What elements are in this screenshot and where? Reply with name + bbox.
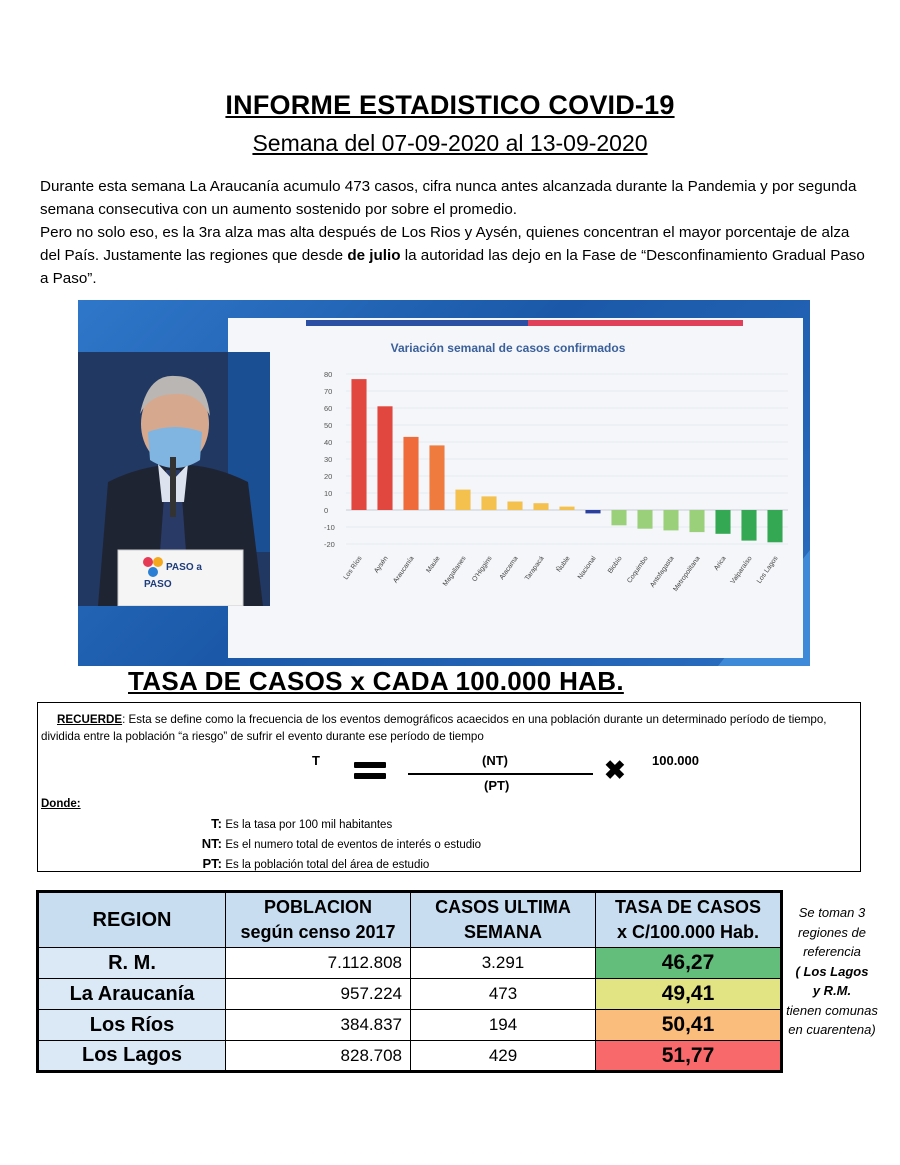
definition-pt-text: Es la población total del área de estudio — [225, 859, 430, 871]
bar-metropolitana — [689, 510, 704, 532]
table-row — [38, 948, 782, 979]
intro-p2-start: Pero no solo eso, es la 3ra alza mas alta después de Los Rios y Aysén, quienes concentran el mayor porcentaje de alza del País. Justamente las regiones que desde — [40, 224, 850, 264]
poblacion-cell: 7.112.808 — [226, 948, 411, 979]
formula-denominator: (PT) — [484, 778, 510, 793]
bar-magallanes — [455, 490, 470, 510]
y-tick-label: 0 — [324, 506, 329, 515]
y-axis-ticks — [324, 370, 335, 549]
poblacion-cell: 828.708 — [226, 1041, 411, 1072]
note-line-b: ( Los Lagos — [795, 963, 869, 979]
table-row — [38, 1010, 782, 1041]
report-title: INFORME ESTADISTICO COVID-19 — [225, 90, 675, 120]
formula-numerator: (NT) — [482, 753, 508, 768]
bar-atacama — [507, 502, 522, 511]
panel-top-red-bar — [528, 320, 743, 326]
report-subtitle: Semana del 07-09-2020 al 13-09-2020 — [252, 130, 648, 156]
definition-pt — [188, 854, 588, 874]
header-poblacion-2: según censo 2017 — [240, 922, 396, 942]
note-line-a: Se toman 3 regiones de referencia — [798, 905, 866, 959]
bar-araucan-a — [403, 437, 418, 510]
definition-nt — [188, 834, 588, 854]
definition-t-text: Es la tasa por 100 mil habitantes — [225, 819, 393, 831]
x-tick-label: Valparaíso — [729, 555, 754, 586]
note-line-c: y R.M. — [812, 983, 852, 998]
intro-p2-end: la autoridad las dejo en la Fase de “Desconfinamiento Gradual Paso a Paso”. — [40, 247, 865, 287]
chart-title: Variación semanal de casos confirmados — [390, 341, 626, 355]
bar-ays-n — [377, 406, 392, 510]
tasa-cell: 46,27 — [596, 948, 782, 979]
bar-biob-o — [611, 510, 626, 525]
x-tick-label: Los Lagos — [755, 555, 780, 585]
intro-paragraph-2 — [40, 221, 865, 290]
header-casos — [411, 892, 596, 948]
definition-nt-text: Es el numero total de eventos de interés o estudio — [225, 839, 482, 851]
bar-o-higgins — [481, 496, 496, 510]
intro-p2-bold: de julio — [347, 247, 401, 264]
x-tick-label: Tarapacá — [523, 555, 546, 583]
x-tick-label: Ñuble — [555, 555, 572, 574]
y-tick-label: 60 — [324, 404, 333, 413]
recuerde-label: RECUERDE — [57, 713, 123, 726]
definition-t — [188, 813, 588, 834]
x-tick-label: O'Higgins — [471, 555, 494, 584]
x-tick-label: Antofagasta — [649, 555, 676, 589]
definition-nt-symbol: NT: — [201, 836, 222, 851]
recuerde-definition: : Esta se define como la frecuencia de los eventos demográficos acaecidos en una población durante un determinado período de tiempo, dividida entre la población “a riesgo” de sufrir el evento durante ese período de tiempo — [41, 713, 827, 743]
casos-cell: 429 — [411, 1041, 596, 1072]
presenter-figure — [78, 352, 270, 606]
bar-nacional — [585, 510, 600, 513]
x-tick-label: Metropolitana — [672, 555, 702, 593]
definitions-list — [188, 813, 588, 874]
chart-panel — [228, 318, 803, 658]
region-cell: R. M. — [38, 948, 226, 979]
casos-cell: 473 — [411, 979, 596, 1010]
y-tick-label: 40 — [324, 438, 333, 447]
header-poblacion — [226, 892, 411, 948]
chart-bars — [351, 379, 782, 542]
definition-pt-symbol: PT: — [202, 856, 222, 871]
tasa-section-title: TASA DE CASOS x CADA 100.000 HAB. — [128, 666, 624, 696]
reference-note — [782, 903, 882, 1040]
x-tick-label: Coquimbo — [626, 555, 650, 585]
table-row — [38, 979, 782, 1010]
y-tick-label: -20 — [324, 540, 335, 549]
y-tick-label: 10 — [324, 489, 333, 498]
y-tick-label: 50 — [324, 421, 333, 430]
x-tick-label: Araucanía — [392, 555, 416, 585]
tasa-cell: 51,77 — [596, 1041, 782, 1072]
y-tick-label: -10 — [324, 523, 335, 532]
x-tick-label: Atacama — [498, 555, 520, 582]
x-tick-label: Aysén — [373, 555, 390, 575]
bar-los-lagos — [767, 510, 782, 542]
region-cell: Los Lagos — [38, 1041, 226, 1072]
x-tick-label: Arica — [713, 555, 728, 572]
header-tasa — [596, 892, 782, 948]
header-region: REGION — [38, 892, 226, 948]
bar-maule — [429, 445, 444, 510]
casos-cell: 3.291 — [411, 948, 596, 979]
regions-table — [36, 890, 783, 1073]
table-header-row — [38, 892, 782, 948]
y-tick-label: 20 — [324, 472, 333, 481]
poblacion-cell: 384.837 — [226, 1010, 411, 1041]
bar-los-r-os — [351, 379, 366, 510]
header-tasa-1: TASA DE CASOS — [614, 897, 761, 917]
broadcast-image — [78, 300, 810, 666]
intro-paragraph-1: Durante esta semana La Araucanía acumulo 473 casos, cifra nunca antes alcanzada durante la Pandemia y por segunda semana consecutiva con un aumento sostenido por sobre el promedio. — [40, 178, 857, 218]
region-cell: La Araucanía — [38, 979, 226, 1010]
bar--uble — [559, 507, 574, 510]
x-tick-label: Maule — [425, 555, 442, 575]
bar-valpara-so — [741, 510, 756, 541]
donde-label: Donde: — [41, 798, 81, 810]
equals-sign — [354, 762, 386, 779]
paso-logo-text-1: PASO a — [166, 562, 202, 573]
definition-t-symbol: T: — [211, 816, 222, 831]
y-tick-label: 80 — [324, 370, 333, 379]
panel-top-blue-bar — [306, 320, 528, 326]
multiply-sign: ✖ — [604, 755, 626, 785]
bar-antofagasta — [663, 510, 678, 530]
region-cell: Los Ríos — [38, 1010, 226, 1041]
tasa-cell: 50,41 — [596, 1010, 782, 1041]
poblacion-cell: 957.224 — [226, 979, 411, 1010]
table-row — [38, 1041, 782, 1072]
header-tasa-2: x C/100.000 Hab. — [616, 922, 760, 942]
note-line-d: tienen comunas en cuarentena) — [786, 1002, 878, 1037]
header-casos-2: SEMANA — [463, 922, 542, 942]
formula-multiplier: 100.000 — [652, 753, 699, 768]
x-tick-label: Los Ríos — [342, 555, 364, 582]
x-tick-label: Magallanes — [441, 555, 468, 588]
casos-cell: 194 — [411, 1010, 596, 1041]
y-tick-label: 70 — [324, 387, 333, 396]
recuerde-text — [41, 711, 856, 745]
bar-coquimbo — [637, 510, 652, 529]
formula-box — [37, 702, 861, 872]
x-tick-label: Nacional — [576, 555, 598, 581]
presenter-photo — [78, 352, 270, 606]
y-tick-label: 30 — [324, 455, 333, 464]
bar-tarapac- — [533, 503, 548, 510]
x-axis-labels — [343, 554, 780, 593]
paso-logo-text-2: PASO — [144, 579, 172, 590]
intro-text — [40, 175, 865, 290]
bar-chart — [228, 318, 803, 658]
fraction-line — [408, 773, 593, 775]
tasa-cell: 49,41 — [596, 979, 782, 1010]
x-tick-label: Biobío — [606, 555, 624, 575]
bar-arica — [715, 510, 730, 534]
formula-t: T — [312, 753, 320, 768]
header-casos-1: CASOS ULTIMA — [435, 897, 571, 917]
header-poblacion-1: POBLACION — [264, 897, 372, 917]
